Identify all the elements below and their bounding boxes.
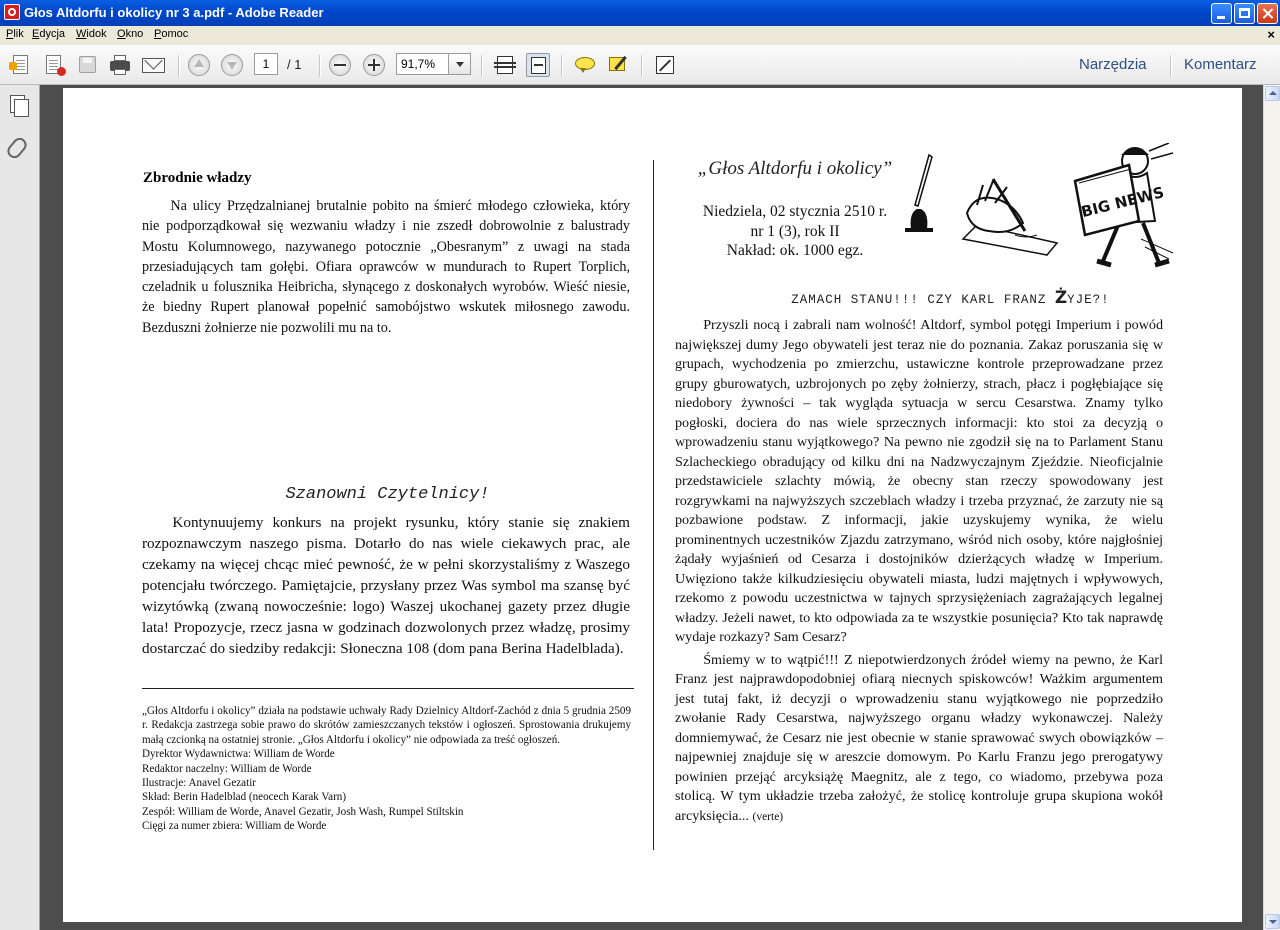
expand-icon xyxy=(656,56,674,74)
zoom-in-button[interactable] xyxy=(362,53,386,77)
coup-headline-big-letter: Ż xyxy=(1054,288,1068,308)
toolbar-separator xyxy=(481,55,483,77)
coup-paragraph-text: Śmiemy w to wątpić!!! Z niepotwierdzonych źródeł wiemy na pewno, że Karl Franz jest najprawdopodobniej ofiarą niecnych spiskowców! Ważkim argumentem jest tutaj fakt, iż decyzji o wprowadzeniu stanu wyjątkowego nie poprzedziło zwołanie Rady Cesarstwa, najwyższego organu władzy wykonawczej. Należy domniemywać, że Cesarz nie jest obecnie w stanie sprawować swych obowiązków – najpewniej znajduje się w areszcie domowym. Po Karlu Franzu jego prerogatywy powinien przejąć arcyksiążę Maegnitz, ale z tego, co wiadomo, przebywa poza stolicą. W tym układzie trzeba założyć, że stolicę kontroluje grupa skupiona wokół arcyksięcia... xyxy=(675,651,1163,824)
coup-paragraph: Przyszli nocą i zabrali nam wolność! Altdorf, symbol potęgi Imperium i powód największej dumy Jego obywateli jest teraz nie do poznania. Zakaz poruszania się w grupach, wychodzenia po zmierzchu, ustawiczne kontrole przeprowadzane przez grupy gburowatych, uzbrojonych po zęby żołnierzy, strach, płacz i pogłębiające się niedobory żywności – tak wygląda sytuacja w sercu Cesarstwa. Znamy tylko pogłoski, dociera do nas wiele sprzecznych informacji: kto stoi za decyzją o wprowadzeniu stanu wyjątkowego? Na pewno nie zgodził się na to Parlament Stanu Szlacheckiego obradujący od kilku dni na Nadzwyczajnym Zjeździe. Nieoficjalnie przedstawiciele szlachty mówią, że obecny stan rzeczy spowodowany jest rozgrywkami na najwyższych szczeblach władzy i trzeba przyznać, że zarzuty nie są pozbawione podstaw. Z informacji, jakie uzyskujemy wynika, że wielu prominentnych uczestników Zjazdu zatrzymano, wśród nich osoby, które najgłośniej żądały wyjaśnień od Cesarza i dostojników dzierżących władzę w Imperium. Uwięziono także kilkudziesięciu obywateli miasta, ludzi majętnych i wpływowych, rzekomo z powodu uczestnictwa w tajnych sprzysiężeniach zagrażających legalnej władzy. Jeżeli nawet, to kto odpowiada za te wszystkie posunięcia? Kto tak naprawdę wydaje rozkazy? Sam Cesarz? xyxy=(675,317,1163,645)
window-title: Głos Altdorfu i okolicy nr 3 a.pdf - Adobe Reader xyxy=(24,5,324,20)
article-paragraph: Na ulicy Przędzalnianej brutalnie pobito na śmierć młodego człowieka, który nie podporządkował się wezwaniu władzy i nie zszedł dobrowolnie z balustrady Mostu Kolumnowego, nazywanego potocznie „Obesranym” z uwagi na stada przesiadujących tam gołębi. Ofiara oprawców w mundurach to Rupert Torplich, czeladnik u folusznika Heibricha, słynącego z doskonałych wyrobów. Wieść niesie, że biedny Rupert planował popełnić samobójstwo wskutek miłosnego zawodu. Bezduszni żołnierze nie pozwolili mu na to. xyxy=(142,198,630,336)
envelope-icon xyxy=(142,58,165,73)
attachments-icon[interactable] xyxy=(5,135,30,161)
big-news-text: BIG NEWS xyxy=(1079,183,1166,222)
vertical-scrollbar[interactable] xyxy=(1263,85,1280,930)
coup-article xyxy=(675,316,1163,830)
comment-link[interactable]: Komentarz xyxy=(1184,56,1257,73)
imprint-line: Ilustracje: Anavel Gezatir xyxy=(142,777,256,790)
imprint-note: „Głos Altdorfu i okolicy” działa na podstawie uchwały Rady Dzielnicy Altdorf-Zachód z dnia 5 grudnia 2509 r. Redakcja zastrzega sobie prawo do skrótów zamieszczanych tekstów i ogłoszeń. Sprostowania drukujemy małą czcionką na ostatniej stronie. „Głos Altdorfu i okolicy” nie odpowiada za treść ogłoszeń. xyxy=(142,705,631,746)
create-badge-icon xyxy=(57,67,66,76)
imprint-line: Redaktor naczelny: William de Worde xyxy=(142,762,312,775)
toolbar-separator xyxy=(319,55,321,77)
scroll-down-button[interactable] xyxy=(1265,914,1280,929)
menu-view[interactable]: Widok xyxy=(76,28,107,40)
tools-link[interactable]: Narzędzia xyxy=(1079,56,1147,73)
open-button[interactable] xyxy=(9,53,33,77)
highlighter-icon xyxy=(609,57,625,71)
fit-width-icon xyxy=(531,57,546,74)
menu-edit[interactable]: Edycja xyxy=(32,28,66,40)
readers-heading: Szanowni Czytelnicy! xyxy=(285,485,490,504)
save-disk-icon xyxy=(79,56,96,73)
article-body xyxy=(142,196,630,338)
readers-paragraph: Kontynuujemy konkurs na projekt rysunku, który stanie się znakiem rozpoznawczym naszego pisma. Dotarło do nas wiele ciekawych prac, ale czekamy na więcej chcąc mieć pewność, że w pełni skorzystaliśmy z Waszego potencjału twórczego. Pamiętajcie, przysłany przez Was symbol ma szansę być wizytówką (zwaną nowocześnie: logo) Waszej ukochanej gazety przez długie lata! Propozycje, rzecz jasna w godzinach dozwolonych przez władzę, prosimy dostarczać do siedziby redakcji: Słoneczna 108 (dom pana Berina Hadelblada). xyxy=(142,514,630,657)
email-button[interactable] xyxy=(141,53,165,77)
masthead-title: „Głos Altdorfu i okolicy” xyxy=(697,158,893,179)
toolbar-separator xyxy=(561,55,563,77)
writing-hand-icon xyxy=(963,179,1057,255)
readers-body xyxy=(142,512,630,659)
newspaper-boy-icon xyxy=(1075,143,1173,265)
create-pdf-button[interactable] xyxy=(42,53,66,77)
imprint-line: Zespół: William de Worde, Anavel Gezatir, Josh Wash, Rumpel Stiltskin xyxy=(142,805,464,818)
zoom-input[interactable]: 91,7% xyxy=(396,53,448,75)
masthead-issue: nr 1 (3), rok II xyxy=(750,222,840,240)
masthead-date: Niedziela, 02 stycznia 2510 r. xyxy=(702,203,888,220)
sticky-note-button[interactable] xyxy=(573,53,597,77)
minimize-button[interactable] xyxy=(1211,3,1232,24)
menu-help[interactable]: Pomoc xyxy=(154,28,189,40)
maximize-button[interactable] xyxy=(1234,3,1255,24)
masthead-illustration xyxy=(897,143,1177,275)
fit-page-button[interactable] xyxy=(493,53,517,77)
footer-divider xyxy=(142,688,634,689)
toolbar-separator xyxy=(1170,55,1172,77)
fit-width-button[interactable] xyxy=(526,53,550,77)
printer-icon xyxy=(110,61,130,71)
page-number-input[interactable]: 1 xyxy=(254,53,278,75)
article-heading: Zbrodnie władzy xyxy=(143,170,252,186)
open-arrow-icon xyxy=(9,62,17,70)
page-total: / 1 xyxy=(287,57,302,72)
toolbar-separator xyxy=(641,55,643,77)
close-window-button[interactable] xyxy=(1257,3,1278,24)
navigation-panel xyxy=(0,85,40,930)
imprint-line: Skład: Berin Hadelblad (neocech Karak Varn) xyxy=(142,791,347,804)
column-divider xyxy=(653,160,654,850)
close-document-button[interactable]: × xyxy=(1267,27,1275,42)
fit-page-icon xyxy=(497,56,513,74)
adobe-reader-icon xyxy=(4,4,20,20)
menu-file[interactable]: Plik xyxy=(6,28,24,40)
masthead-circulation: Nakład: ok. 1000 egz. xyxy=(726,242,864,259)
print-button[interactable] xyxy=(108,53,132,77)
masthead-info xyxy=(675,202,915,261)
continued-note: (verte) xyxy=(752,810,784,823)
highlight-button[interactable] xyxy=(606,53,630,77)
menu-window[interactable]: Okno xyxy=(117,28,144,40)
page-thumbnails-icon[interactable] xyxy=(8,94,30,116)
zoom-out-button[interactable] xyxy=(328,53,352,77)
speech-bubble-icon xyxy=(575,57,595,70)
arrow-down-icon xyxy=(227,62,237,70)
minus-icon xyxy=(334,64,346,66)
coup-headline-part: YJE?! xyxy=(1067,293,1110,307)
imprint-line: Dyrektor Wydawnictwa: William de Worde xyxy=(142,748,335,761)
zoom-dropdown-button[interactable] xyxy=(448,53,471,75)
imprint-footer xyxy=(142,704,631,834)
plus-icon xyxy=(368,64,380,66)
arrow-up-icon xyxy=(194,59,204,67)
pdf-page xyxy=(63,88,1242,922)
quill-inkwell-icon xyxy=(905,155,933,232)
save-button[interactable] xyxy=(75,53,99,77)
coup-headline xyxy=(675,288,1226,308)
menu-bar xyxy=(0,26,1280,45)
coup-headline-part: ZAMACH STANU!!! CZY KARL FRANZ xyxy=(791,293,1055,307)
title-bar xyxy=(0,0,1280,26)
scroll-up-button[interactable] xyxy=(1265,86,1280,101)
toolbar-separator xyxy=(178,55,180,77)
next-page-button[interactable] xyxy=(220,53,244,77)
previous-page-button[interactable] xyxy=(187,53,211,77)
full-screen-button[interactable] xyxy=(653,53,677,77)
coup-paragraph xyxy=(675,651,1163,828)
imprint-line: Cięgi za numer zbiera: William de Worde xyxy=(142,820,327,833)
